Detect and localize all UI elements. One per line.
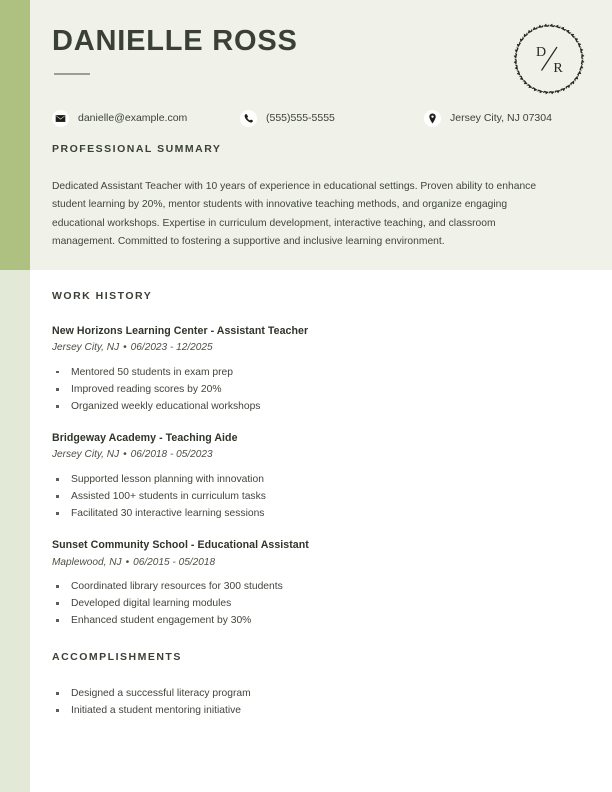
list-item: Facilitated 30 interactive learning sessions — [52, 505, 557, 522]
list-item: Mentored 50 students in exam prep — [52, 364, 557, 381]
work-history-item — [52, 538, 557, 629]
job-bullets — [52, 364, 557, 415]
list-item: Initiated a student mentoring initiative — [52, 702, 557, 719]
work-history-heading: WORK HISTORY — [52, 290, 153, 302]
job-title: Sunset Community School - Educational Assistant — [52, 539, 309, 552]
contact-row — [52, 110, 572, 132]
professional-summary-text: Dedicated Assistant Teacher with 10 years of experience in educational settings. Proven ability to enhance student learning by 20%, mentor students with innovative teaching methods, and organize engaging educational workshops. Expertise in curriculum development, interactive teaching, and classroom management. Committed to fostering a supportive and inclusive learning environment. — [52, 181, 537, 247]
job-location: Maplewood, NJ — [52, 556, 122, 568]
job-meta — [52, 448, 557, 462]
contact-email[interactable] — [52, 110, 187, 127]
contact-phone[interactable] — [240, 110, 335, 127]
work-history-list — [52, 324, 557, 629]
list-item: Designed a successful literacy program — [52, 685, 557, 702]
phone-icon — [240, 110, 257, 127]
professional-summary-section — [52, 143, 557, 251]
monogram-initial-first: D — [535, 45, 547, 60]
accomplishments-list — [52, 685, 557, 719]
contact-location-value: Jersey City, NJ 07304 — [450, 111, 552, 124]
job-title: Bridgeway Academy - Teaching Aide — [52, 432, 238, 445]
contact-phone-value: (555)555-5555 — [266, 111, 335, 124]
job-bullets — [52, 471, 557, 522]
header — [0, 0, 612, 270]
monogram-logo — [512, 22, 586, 96]
list-item: Improved reading scores by 20% — [52, 381, 557, 398]
accomplishments-heading: ACCOMPLISHMENTS — [52, 651, 182, 663]
job-dates: 06/2018 - 05/2023 — [130, 449, 213, 461]
job-dates: 06/2015 - 05/2018 — [133, 556, 216, 568]
work-history-section — [52, 290, 557, 629]
job-dates: 06/2023 - 12/2025 — [130, 342, 213, 354]
job-bullets — [52, 578, 557, 629]
envelope-icon — [52, 110, 69, 127]
work-history-item — [52, 431, 557, 522]
title-divider — [54, 73, 90, 75]
list-item: Organized weekly educational workshops — [52, 398, 557, 415]
job-location: Jersey City, NJ — [52, 342, 120, 354]
list-item: Enhanced student engagement by 30% — [52, 612, 557, 629]
monogram-initial-last: R — [553, 61, 563, 76]
job-meta-separator: • — [123, 342, 127, 354]
page-title: DANIELLE ROSS — [52, 25, 298, 57]
job-title: New Horizons Learning Center - Assistant Teacher — [52, 325, 309, 337]
job-meta-separator: • — [123, 449, 127, 461]
list-item: Supported lesson planning with innovation — [52, 471, 557, 488]
job-meta — [52, 556, 557, 570]
accent-bar-bottom — [0, 270, 30, 792]
map-pin-icon — [424, 110, 441, 127]
work-history-item — [52, 324, 557, 415]
list-item: Developed digital learning modules — [52, 595, 557, 612]
job-location: Jersey City, NJ — [52, 449, 120, 461]
job-meta — [52, 341, 557, 355]
contact-location[interactable] — [424, 110, 552, 127]
list-item: Coordinated library resources for 300 students — [52, 578, 557, 595]
accomplishments-section — [52, 651, 557, 719]
professional-summary-heading: PROFESSIONAL SUMMARY — [52, 143, 222, 155]
job-meta-separator: • — [125, 556, 130, 568]
list-item: Assisted 100+ students in curriculum tasks — [52, 488, 557, 505]
contact-email-value: danielle@example.com — [78, 111, 188, 124]
accomplishments-bullets — [52, 685, 557, 719]
